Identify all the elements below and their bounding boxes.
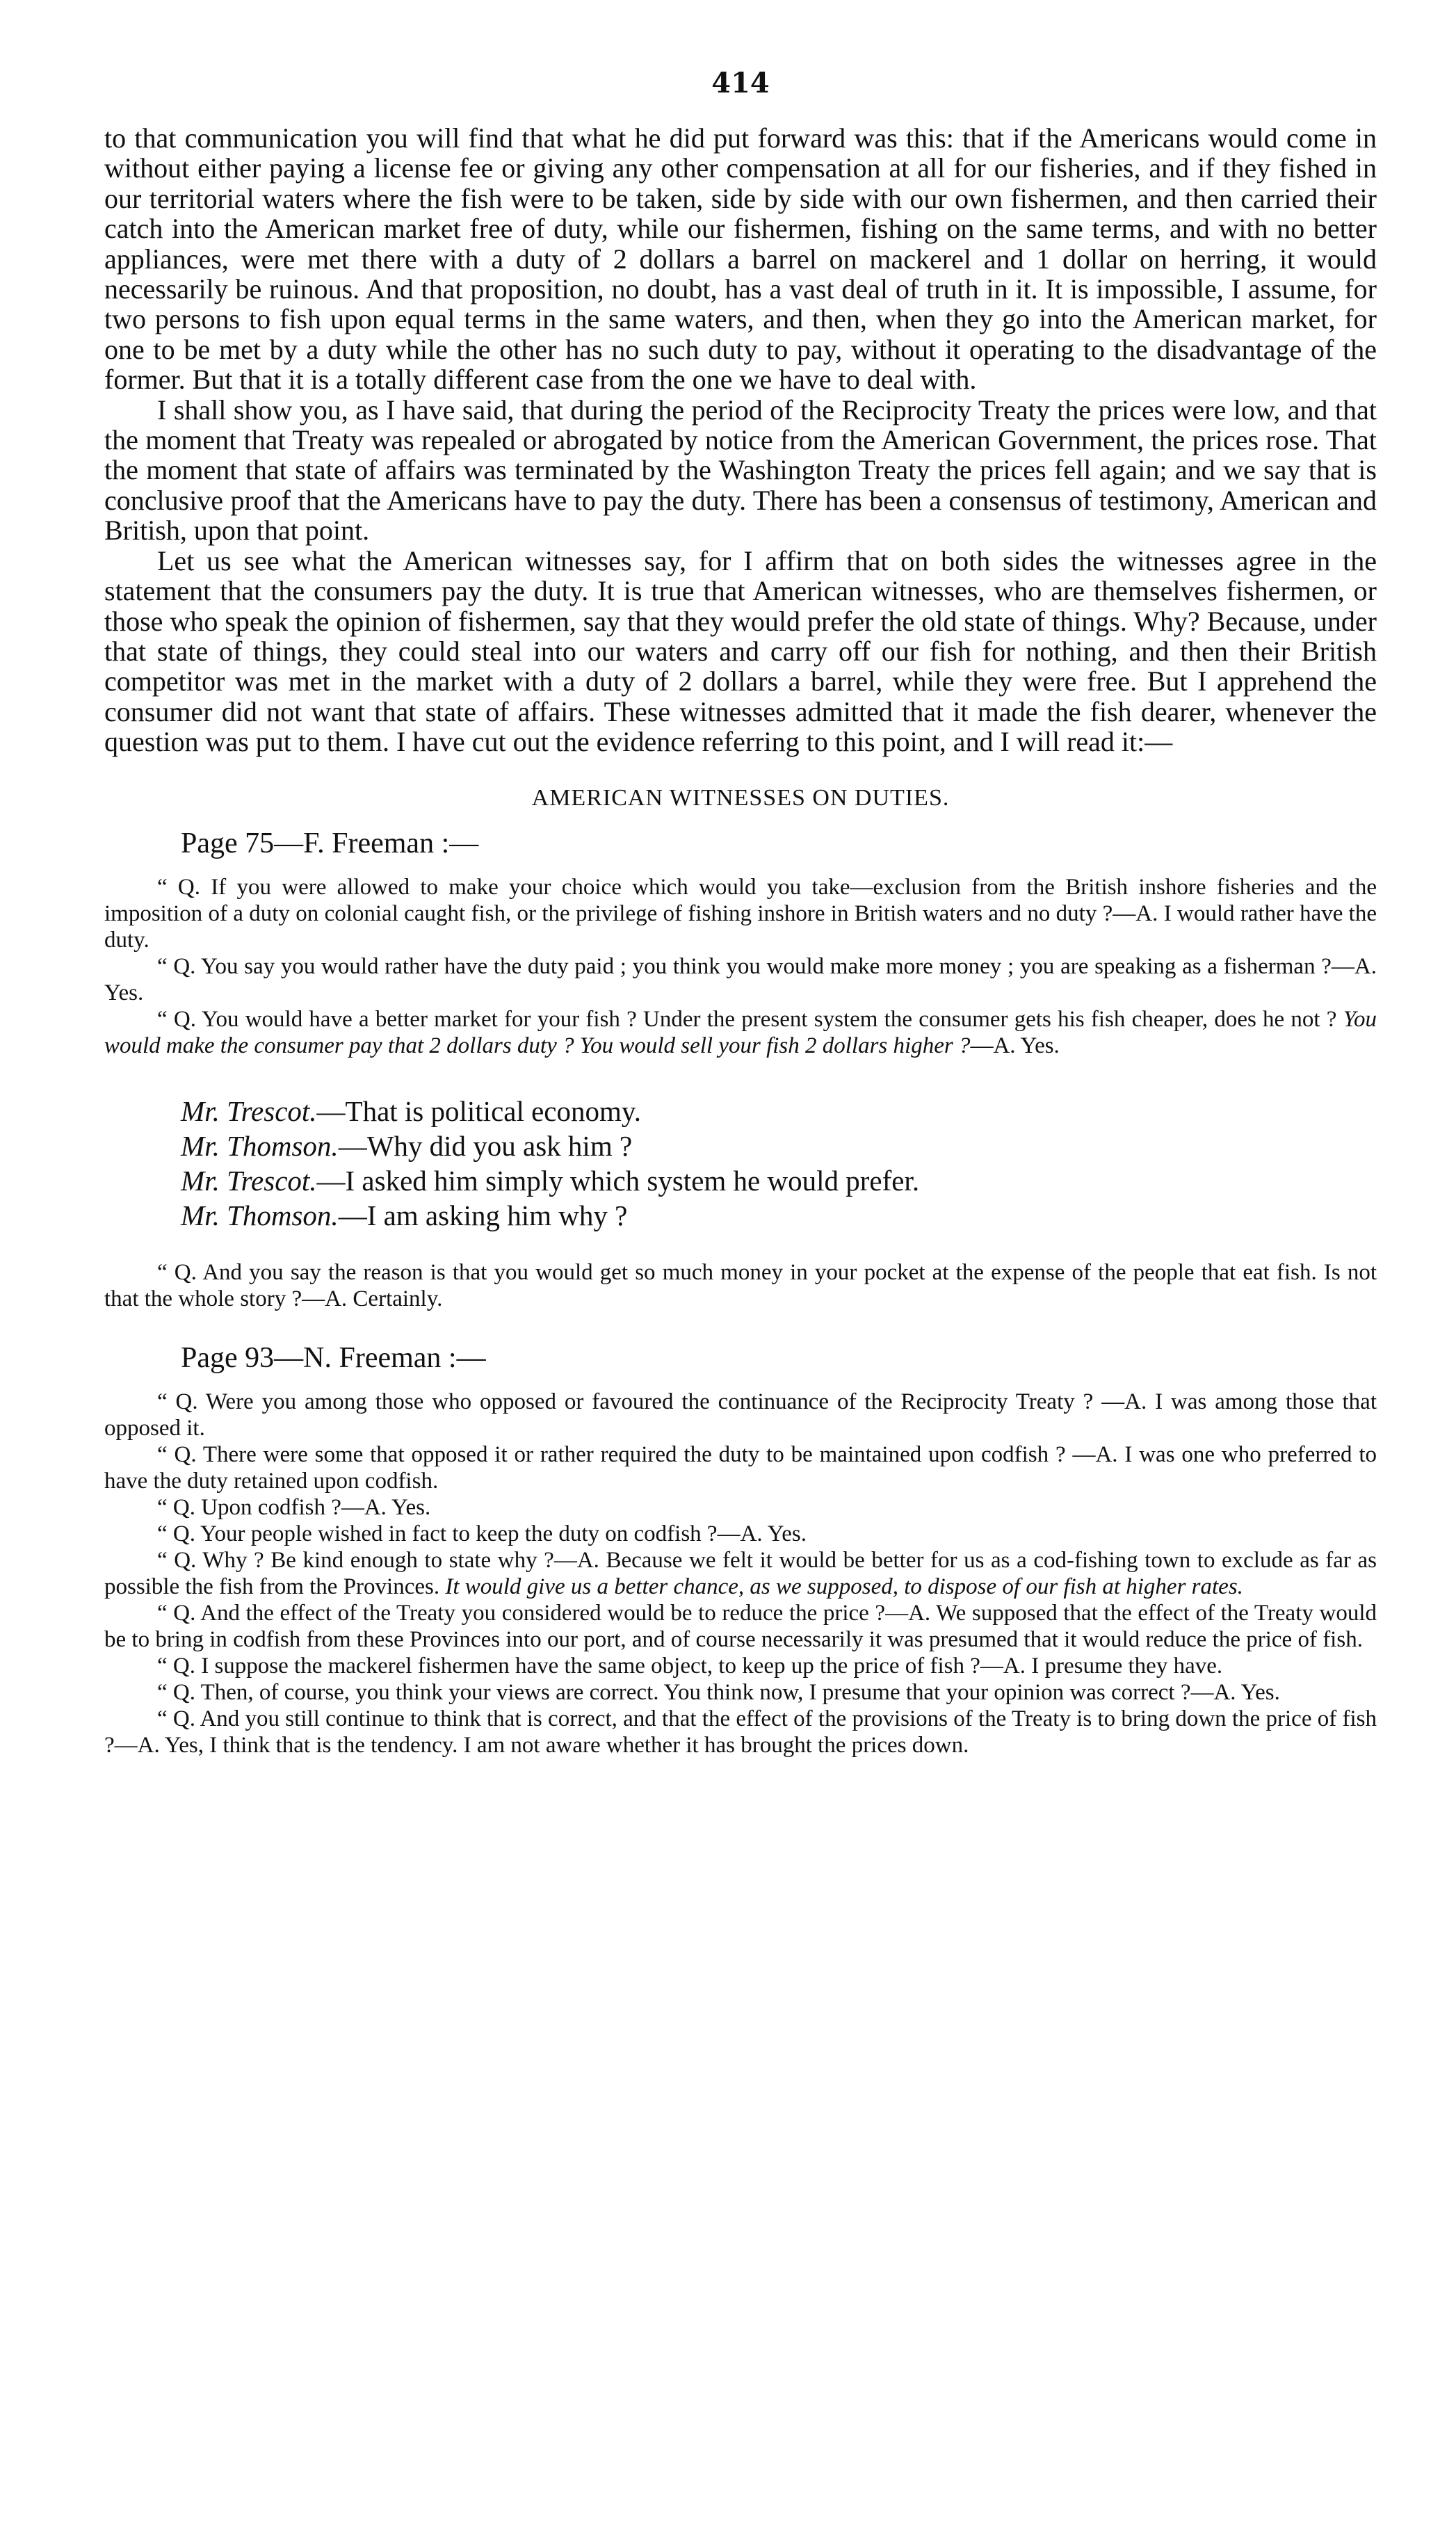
- testimony-quote: [104, 874, 1377, 1059]
- dialogue-line: [181, 1198, 1377, 1233]
- testimony-reference: Page 93—N. Freeman :—: [181, 1341, 486, 1374]
- testimony-question: “ Q. And you say the reason is that you would get so much money in your pocket at the expense of the people that eat fish. Is not that the whole story ?—A. Certainly.: [104, 1259, 1377, 1311]
- testimony-question: “ Q. And the effect of the Treaty you considered would be to reduce the price ?—A. We supposed that the effect of the Treaty would be to bring in codfish from these Provinces into our port, and of course necessarily it was presumed that it would reduce the price of fish.: [104, 1600, 1377, 1652]
- question-italic-text: You would make the consumer pay that 2 dollars duty ? You would sell your fish 2 dollars higher ?: [104, 1006, 1377, 1058]
- testimony-question: “ Q. If you were allowed to make your choice which would you take—exclusion from the British inshore fisheries and the imposition of a duty on colonial caught fish, or the privilege of fishing inshore in British waters and no duty ?—A. I would rather have the duty.: [104, 874, 1377, 953]
- speaker-name: Mr. Trescot.: [181, 1164, 317, 1197]
- document-page: [104, 67, 1377, 1758]
- testimony-question: “ Q. I suppose the mackerel fishermen have the same object, to keep up the price of fish ?—A. I presume they have.: [157, 1653, 1223, 1679]
- question-text: “ Q. Why ? Be kind enough to state why ?—A. Because we felt it would be better for us as a cod-fishing town to exclude as far as possible the fish from the Provinces.: [104, 1547, 1377, 1599]
- testimony-question: “ Q. Then, of course, you think your views are correct. You think now, I presume that your opinion was correct ?—A. Yes.: [157, 1679, 1280, 1705]
- testimony-question: “ Q. There were some that opposed it or rather required the duty to be maintained upon codfish ? —A. I was one who preferred to have the duty retained upon codfish.: [104, 1441, 1377, 1494]
- page-number: 414: [711, 67, 770, 99]
- testimony-question: “ Q. Upon codfish ?—A. Yes.: [157, 1494, 431, 1520]
- testimony-question: [104, 1006, 1377, 1059]
- testimony-reference: Page 75—F. Freeman :—: [181, 827, 479, 859]
- dialogue-line: [181, 1094, 1377, 1129]
- paragraph: I shall show you, as I have said, that during the period of the Reciprocity Treaty the prices were low, and that the moment that Treaty was repealed or abrogated by notice from the American Government, the prices rose. That the moment that state of affairs was terminated by the Washington Treaty the prices fell again; and we say that is conclusive proof that the Americans have to pay the duty. There has been a consensus of testimony, American and British, upon that point.: [104, 394, 1377, 547]
- answer-text: —A. Yes.: [970, 1033, 1060, 1058]
- dialogue-text: —Why did you ask him ?: [338, 1129, 633, 1162]
- testimony-question: “ Q. Your people wished in fact to keep the duty on codfish ?—A. Yes.: [157, 1521, 807, 1546]
- counsel-dialogue: [181, 1094, 1377, 1233]
- dialogue-text: —I am asking him why ?: [338, 1199, 628, 1231]
- dialogue-text: —I asked him simply which system he would prefer.: [316, 1164, 920, 1197]
- speaker-name: Mr. Thomson.: [181, 1199, 339, 1231]
- answer-italic-text: It would give us a better chance, as we supposed, to dispose of our fish at higher rates.: [445, 1574, 1243, 1599]
- dialogue-line: [181, 1163, 1377, 1198]
- paragraph: Let us see what the American witnesses say, for I affirm that on both sides the witnesses agree in the statement that the consumers pay the duty. It is true that American witnesses, who are themselves fishermen, or those who speak the opinion of fishermen, say that they would prefer the old state of things. Why? Because, under that state of things, they could steal into our waters and carry off our fish for nothing, and then their British competitor was met in the market with a duty of 2 dollars a barrel, while they were free. But I apprehend the consumer did not want that state of affairs. These witnesses admitted that it made the fish dearer, whenever the question was put to them. I have cut out the evidence referring to this point, and I will read it:—: [104, 544, 1377, 758]
- testimony-quote: [104, 1389, 1377, 1758]
- body-text: [104, 123, 1377, 757]
- section-heading: AMERICAN WITNESSES ON DUTIES.: [531, 784, 950, 811]
- dialogue-text: —That is political economy.: [316, 1094, 641, 1127]
- paragraph: to that communication you will find that what he did put forward was this: that if the Americans would come in without either paying a license fee or giving any other compensation at all for our fisheries, and if they fished in our territorial waters where the fish were to be taken, side by side with our own fishermen, and then carried their catch into the American market free of duty, while our fishermen, fishing on the same terms, and with no better appliances, were met there with a duty of 2 dollars a barrel on mackerel and 1 dollar on herring, it would necessarily be ruinous. And that proposition, no doubt, has a vast deal of truth in it. It is impossible, I assume, for two persons to fish upon equal terms in the same waters, and then, when they go into the American market, for one to be met by a duty while the other has no such duty to pay, without it operating to the disadvantage of the former. But that it is a totally different case from the one we have to deal with.: [104, 122, 1377, 396]
- question-text: “ Q. You would have a better market for your fish ? Under the present system the consumer gets his fish cheaper, does he not ?: [157, 1006, 1337, 1032]
- dialogue-line: [181, 1129, 1377, 1163]
- testimony-question: “ Q. You say you would rather have the duty paid ; you think you would make more money ; you are speaking as a fisherman ?—A. Yes.: [104, 953, 1377, 1005]
- testimony-question: “ Q. And you still continue to think that is correct, and that the effect of the provisions of the Treaty is to bring down the price of fish ?—A. Yes, I think that is the tendency. I am not aware whether it has brought the prices down.: [104, 1706, 1377, 1758]
- speaker-name: Mr. Thomson.: [181, 1129, 339, 1162]
- testimony-question: “ Q. Were you among those who opposed or favoured the continuance of the Reciprocity Treaty ? —A. I was among those that opposed it.: [104, 1389, 1377, 1441]
- testimony-quote: [104, 1259, 1377, 1312]
- testimony-question: [104, 1547, 1377, 1600]
- speaker-name: Mr. Trescot.: [181, 1094, 317, 1127]
